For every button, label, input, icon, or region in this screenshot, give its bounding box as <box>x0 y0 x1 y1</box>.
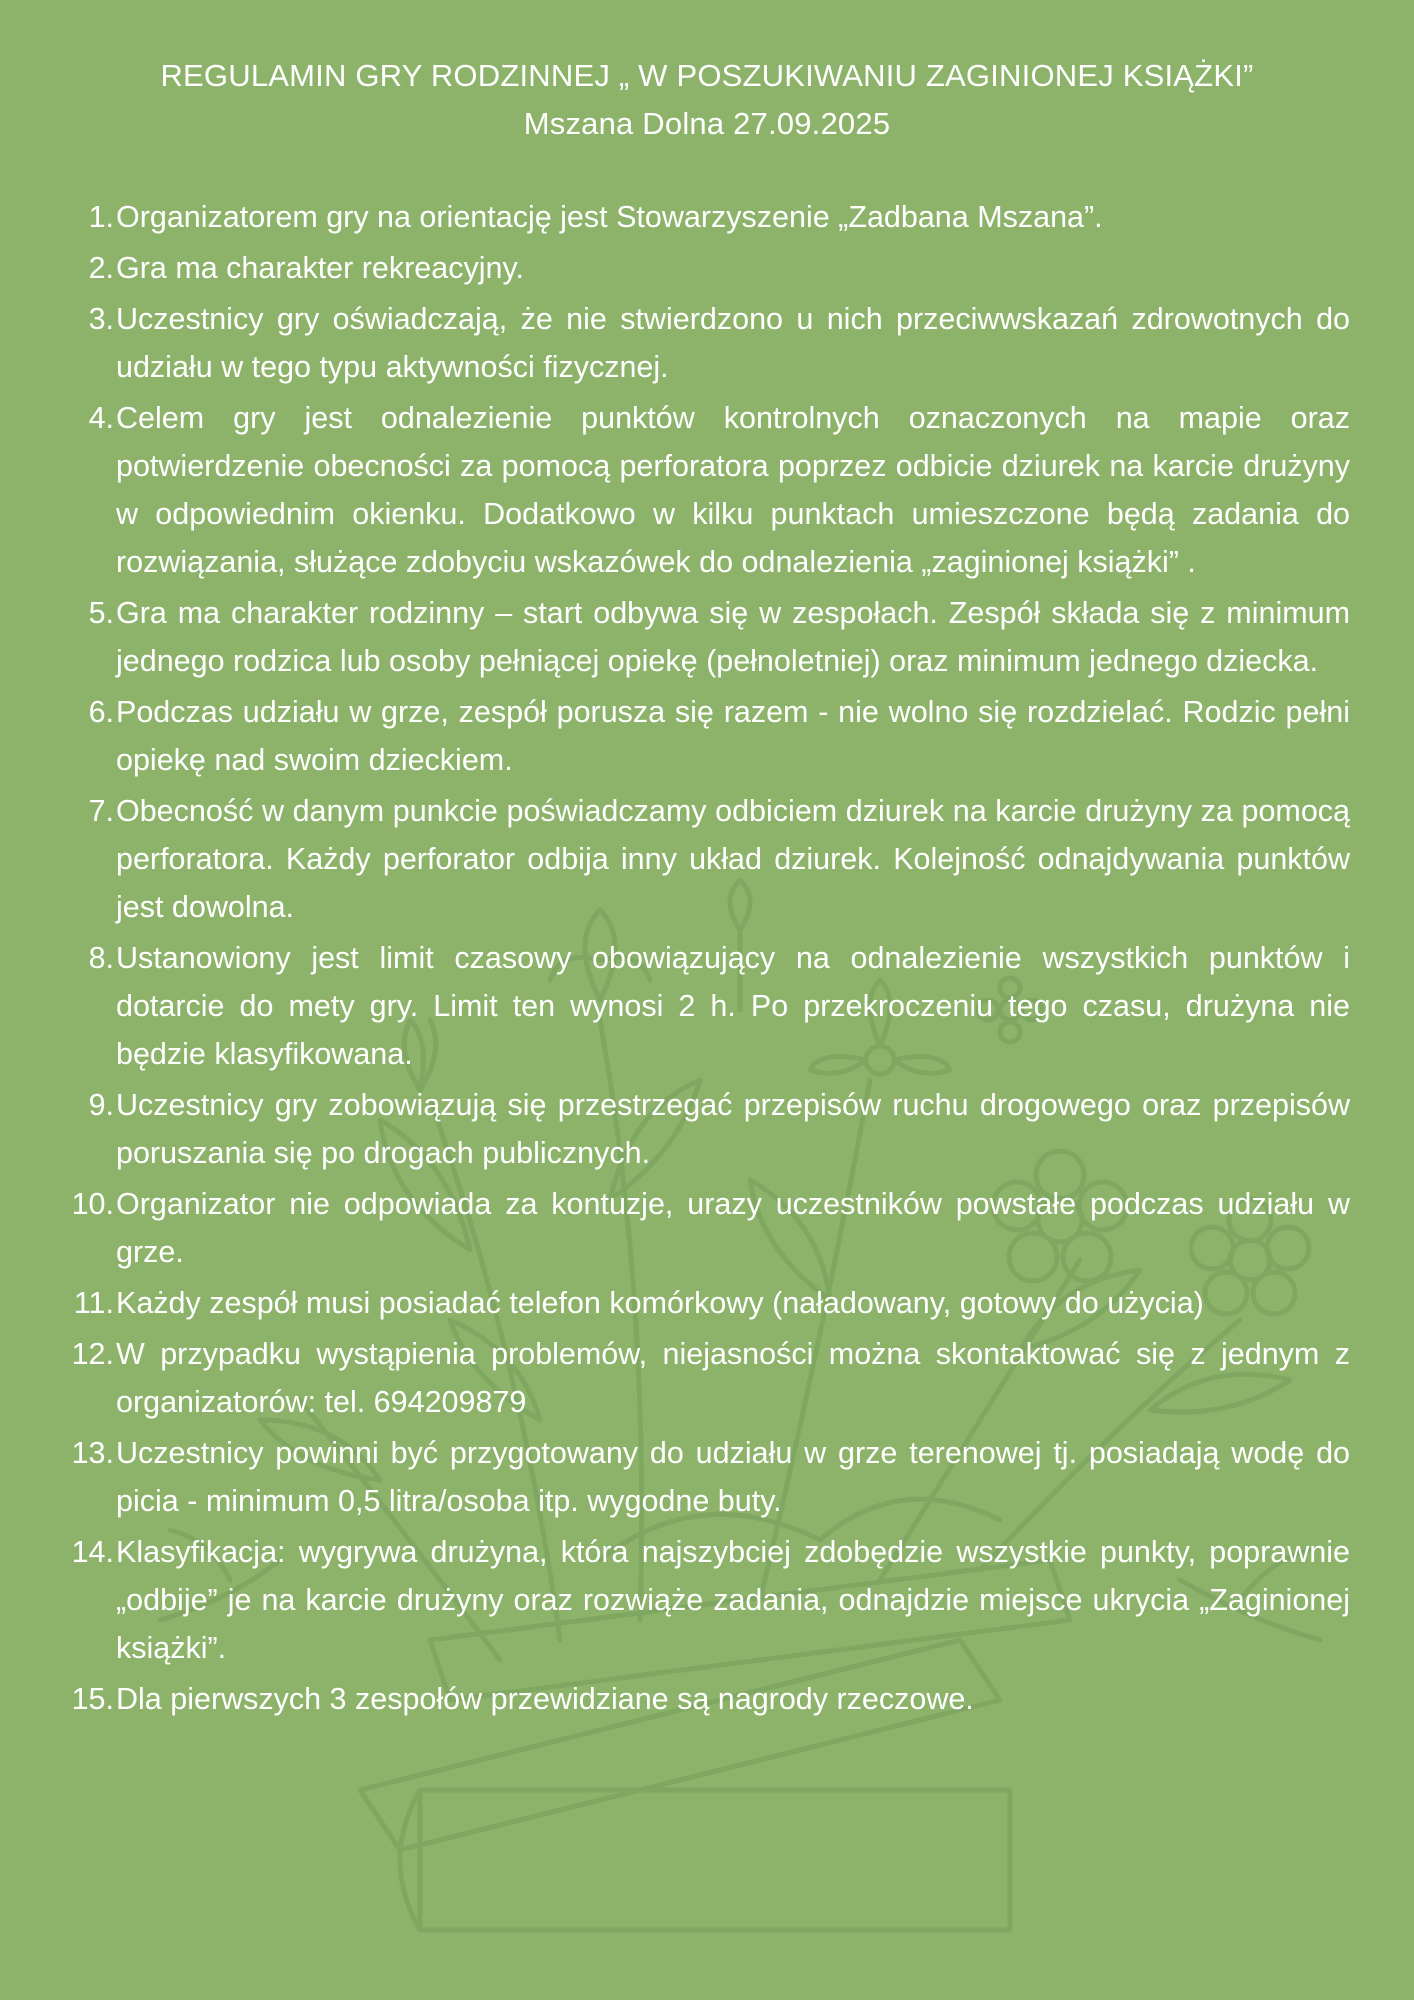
document-title: REGULAMIN GRY RODZINNEJ „ W POSZUKIWANIU ZAGINIONEJ KSIĄŻKI” <box>160 58 1254 93</box>
rule-item <box>58 1081 1350 1177</box>
rule-item <box>58 1330 1350 1426</box>
rule-text: Dla pierwszych 3 zespołów przewidziane są nagrody rzeczowe. <box>116 1682 974 1716</box>
rule-text: Gra ma charakter rekreacyjny. <box>116 251 524 285</box>
rule-text: Gra ma charakter rodzinny – start odbywa się w zespołach. Zespół składa się z minimum jednego rodzica lub osoby pełniącej opiekę (pełnoletniej) oraz minimum jednego dziecka. <box>116 596 1350 678</box>
rule-number: 8. <box>88 941 114 975</box>
rule-text: Obecność w danym punkcie poświadczamy odbiciem dziurek na karcie drużyny za pomocą perforatora. Każdy perforator odbija inny układ dziurek. Kolejność odnajdywania punktów jest dowolna. <box>116 794 1350 924</box>
rule-item <box>58 193 1350 241</box>
rule-text: Klasyfikacja: wygrywa drużyna, która najszybciej zdobędzie wszystkie punkty, poprawnie „odbije” je na karcie drużyny oraz rozwiąże zadania, odnajdzie miejsce ukrycia „Zaginionej książki”. <box>116 1535 1350 1665</box>
rule-item <box>58 1180 1350 1276</box>
rule-item <box>58 589 1350 685</box>
rule-number: 5. <box>88 596 114 630</box>
rule-number: 6. <box>88 695 114 729</box>
rule-text: Podczas udziału w grze, zespół porusza się razem - nie wolno się rozdzielać. Rodzic pełni opiekę nad swoim dzieckiem. <box>116 695 1350 777</box>
rule-text: W przypadku wystąpienia problemów, niejasności można skontaktować się z jednym z organizatorów: tel. 694209879 <box>116 1337 1350 1419</box>
rule-item <box>58 1279 1350 1327</box>
rule-item <box>58 1429 1350 1525</box>
rule-text: Ustanowiony jest limit czasowy obowiązujący na odnalezienie wszystkich punktów i dotarcie do mety gry. Limit ten wynosi 2 h. Po przekroczeniu tego czasu, drużyna nie będzie klasyfikowana. <box>116 941 1350 1071</box>
rule-number: 3. <box>88 302 114 336</box>
rule-number: 13. <box>71 1436 114 1470</box>
rules-list <box>58 193 1350 1726</box>
rule-item <box>58 787 1350 931</box>
rule-item <box>58 1528 1350 1672</box>
rule-item <box>58 394 1350 586</box>
rule-number: 11. <box>73 1286 114 1320</box>
rule-text: Uczestnicy powinni być przygotowany do udziału w grze terenowej tj. posiadają wodę do picia - minimum 0,5 litra/osoba itp. wygodne buty. <box>116 1436 1350 1518</box>
rule-item <box>58 244 1350 292</box>
rule-item <box>58 295 1350 391</box>
rule-text: Organizatorem gry na orientację jest Stowarzyszenie „Zadbana Mszana”. <box>116 200 1103 234</box>
rule-text: Organizator nie odpowiada za kontuzje, urazy uczestników powstałe podczas udziału w grze. <box>116 1187 1350 1269</box>
rule-number: 7. <box>88 794 114 828</box>
rule-number: 1. <box>88 200 114 234</box>
rule-text: Uczestnicy gry oświadczają, że nie stwierdzono u nich przeciwwskazań zdrowotnych do udziału w tego typu aktywności fizycznej. <box>116 302 1350 384</box>
rule-number: 12. <box>71 1337 114 1371</box>
rule-item <box>58 688 1350 784</box>
document-header <box>0 52 1414 148</box>
rule-item <box>58 934 1350 1078</box>
rule-number: 2. <box>88 251 114 285</box>
rule-text: Celem gry jest odnalezienie punktów kontrolnych oznaczonych na mapie oraz potwierdzenie obecności za pomocą perforatora poprzez odbicie dziurek na karcie drużyny w odpowiednim okienku. Dodatkowo w kilku punktach umieszczone będą zadania do rozwiązania, służące zdobyciu wskazówek do odnalezienia „zaginionej książki” . <box>116 401 1350 579</box>
document-subtitle: Mszana Dolna 27.09.2025 <box>523 106 891 141</box>
rule-number: 9. <box>88 1088 114 1122</box>
rule-number: 15. <box>71 1682 114 1716</box>
rule-number: 4. <box>88 401 114 435</box>
rule-text: Uczestnicy gry zobowiązują się przestrzegać przepisów ruchu drogowego oraz przepisów poruszania się po drogach publicznych. <box>116 1088 1350 1170</box>
rule-text: Każdy zespół musi posiadać telefon komórkowy (naładowany, gotowy do użycia) <box>116 1286 1204 1320</box>
rule-number: 14. <box>71 1535 114 1569</box>
rule-number: 10. <box>71 1187 114 1221</box>
rule-item <box>58 1675 1350 1723</box>
